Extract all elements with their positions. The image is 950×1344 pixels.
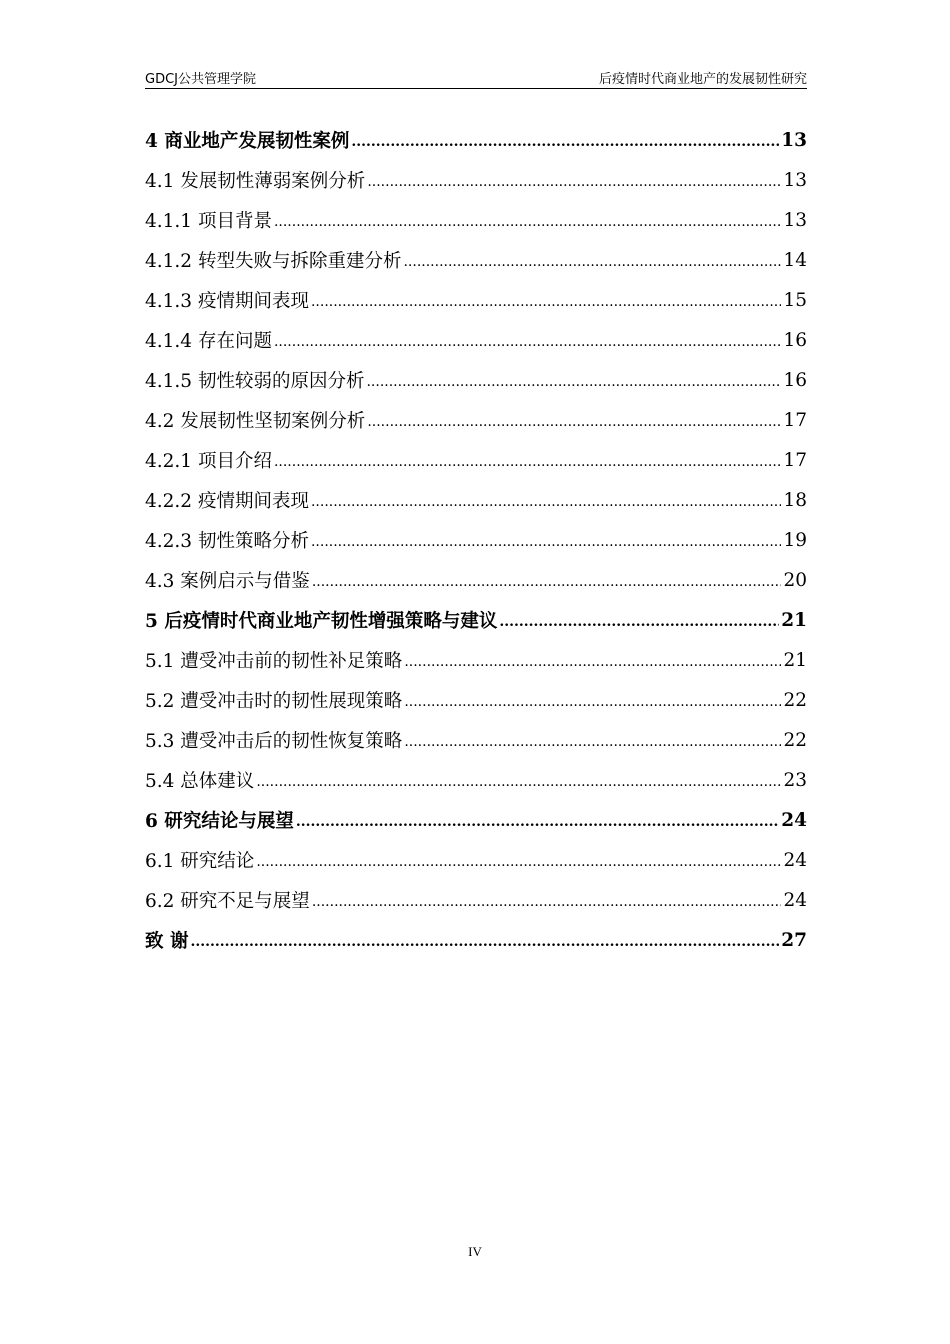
- toc-leader: [403, 255, 781, 280]
- toc-entry-label: 5 后疫情时代商业地产韧性增强策略与建议: [145, 611, 498, 632]
- toc-entry-label: 5.4 总体建议: [145, 771, 255, 792]
- toc-entry-label: 4.1.4 存在问题: [145, 331, 272, 352]
- header-right-text: 后疫情时代商业地产的发展韧性研究: [598, 72, 807, 87]
- toc-entry[interactable]: [145, 680, 807, 720]
- toc-entry[interactable]: [145, 200, 807, 240]
- toc-leader: [256, 855, 781, 880]
- toc-entry-label: 5.1 遭受冲击前的韧性补足策略: [145, 651, 403, 672]
- toc-entry-label: 6.2 研究不足与展望: [145, 891, 310, 912]
- toc-entry[interactable]: [145, 400, 807, 440]
- toc-entry-page: 19: [783, 529, 807, 551]
- toc-leader: [311, 295, 781, 320]
- toc-entry-page: 18: [783, 489, 807, 511]
- toc-entry-label: 4.1.3 疫情期间表现: [145, 291, 309, 312]
- toc-entry-page: 13: [783, 209, 807, 231]
- toc-entry-page: 27: [781, 929, 807, 951]
- toc-entry-page: 23: [783, 769, 807, 791]
- toc-entry-page: 16: [783, 369, 807, 391]
- toc-entry[interactable]: [145, 520, 807, 560]
- toc-entry[interactable]: [145, 720, 807, 760]
- toc-entry-label: 4.2.2 疫情期间表现: [145, 491, 309, 512]
- toc-leader: [274, 215, 782, 240]
- toc-leader: [311, 495, 781, 520]
- toc-leader: [312, 895, 782, 920]
- toc-entry-label: 5.3 遭受冲击后的韧性恢复策略: [145, 731, 403, 752]
- toc-entry[interactable]: [145, 480, 807, 520]
- toc-leader: [351, 135, 779, 160]
- toc-entry-label: 4.2 发展韧性坚韧案例分析: [145, 411, 366, 432]
- toc-leader: [366, 375, 781, 400]
- toc-entry-page: 13: [781, 129, 807, 151]
- toc-entry-page: 17: [783, 409, 807, 431]
- toc-leader: [274, 335, 782, 360]
- toc-leader: [499, 615, 779, 640]
- toc-entry-page: 14: [783, 249, 807, 271]
- toc-entry[interactable]: [145, 760, 807, 800]
- toc-entry-page: 20: [783, 569, 807, 591]
- toc-leader: [256, 775, 781, 800]
- toc-entry[interactable]: [145, 560, 807, 600]
- page-number: IV: [468, 1244, 482, 1259]
- page-header: [145, 66, 807, 89]
- toc-entry-page: 16: [783, 329, 807, 351]
- toc-leader: [404, 695, 781, 720]
- toc-entry[interactable]: [145, 840, 807, 880]
- toc-entry[interactable]: [145, 360, 807, 400]
- toc-entry-label: 4.1 发展韧性薄弱案例分析: [145, 171, 366, 192]
- toc-entry-label: 6 研究结论与展望: [145, 811, 294, 832]
- toc-leader: [367, 175, 781, 200]
- toc-entry[interactable]: [145, 600, 807, 640]
- toc-entry-page: 24: [783, 889, 807, 911]
- toc-entry-page: 24: [781, 809, 807, 831]
- toc-entry-label: 4.3 案例启示与借鉴: [145, 571, 310, 592]
- toc-entry-label: 4.2.3 韧性策略分析: [145, 531, 309, 552]
- toc-leader: [367, 415, 781, 440]
- toc-entry-page: 13: [783, 169, 807, 191]
- toc-entry-label: 4.1.1 项目背景: [145, 211, 272, 232]
- toc-entry[interactable]: [145, 920, 807, 960]
- toc-entry[interactable]: [145, 320, 807, 360]
- toc-entry-label: 4 商业地产发展韧性案例: [145, 131, 350, 152]
- toc-entry-label: 致 谢: [145, 931, 189, 952]
- toc-entry-page: 22: [783, 689, 807, 711]
- toc-entry[interactable]: [145, 160, 807, 200]
- toc-entry-label: 4.1.2 转型失败与拆除重建分析: [145, 251, 402, 272]
- toc-entry-page: 24: [783, 849, 807, 871]
- toc-entry-page: 22: [783, 729, 807, 751]
- toc-entry-label: 4.2.1 项目介绍: [145, 451, 272, 472]
- toc-leader: [311, 535, 781, 560]
- toc-leader: [296, 815, 779, 840]
- header-left-text: GDCJ公共管理学院: [145, 72, 256, 87]
- toc-leader: [404, 655, 781, 680]
- toc-entry[interactable]: [145, 240, 807, 280]
- toc-leader: [274, 455, 782, 480]
- toc-entry[interactable]: [145, 640, 807, 680]
- toc-entry[interactable]: [145, 440, 807, 480]
- toc-leader: [312, 575, 782, 600]
- toc-entry[interactable]: [145, 800, 807, 840]
- toc-leader: [404, 735, 781, 760]
- toc-entry-page: 21: [783, 649, 807, 671]
- toc-entry-page: 21: [781, 609, 807, 631]
- toc-leader: [190, 935, 779, 960]
- toc-entry-label: 5.2 遭受冲击时的韧性展现策略: [145, 691, 403, 712]
- toc-entry-page: 17: [783, 449, 807, 471]
- toc-entry[interactable]: [145, 280, 807, 320]
- toc-entry-label: 6.1 研究结论: [145, 851, 255, 872]
- toc-entry[interactable]: [145, 880, 807, 920]
- toc-entry-label: 4.1.5 韧性较弱的原因分析: [145, 371, 365, 392]
- toc-entry-page: 15: [783, 289, 807, 311]
- toc-entry[interactable]: [145, 120, 807, 160]
